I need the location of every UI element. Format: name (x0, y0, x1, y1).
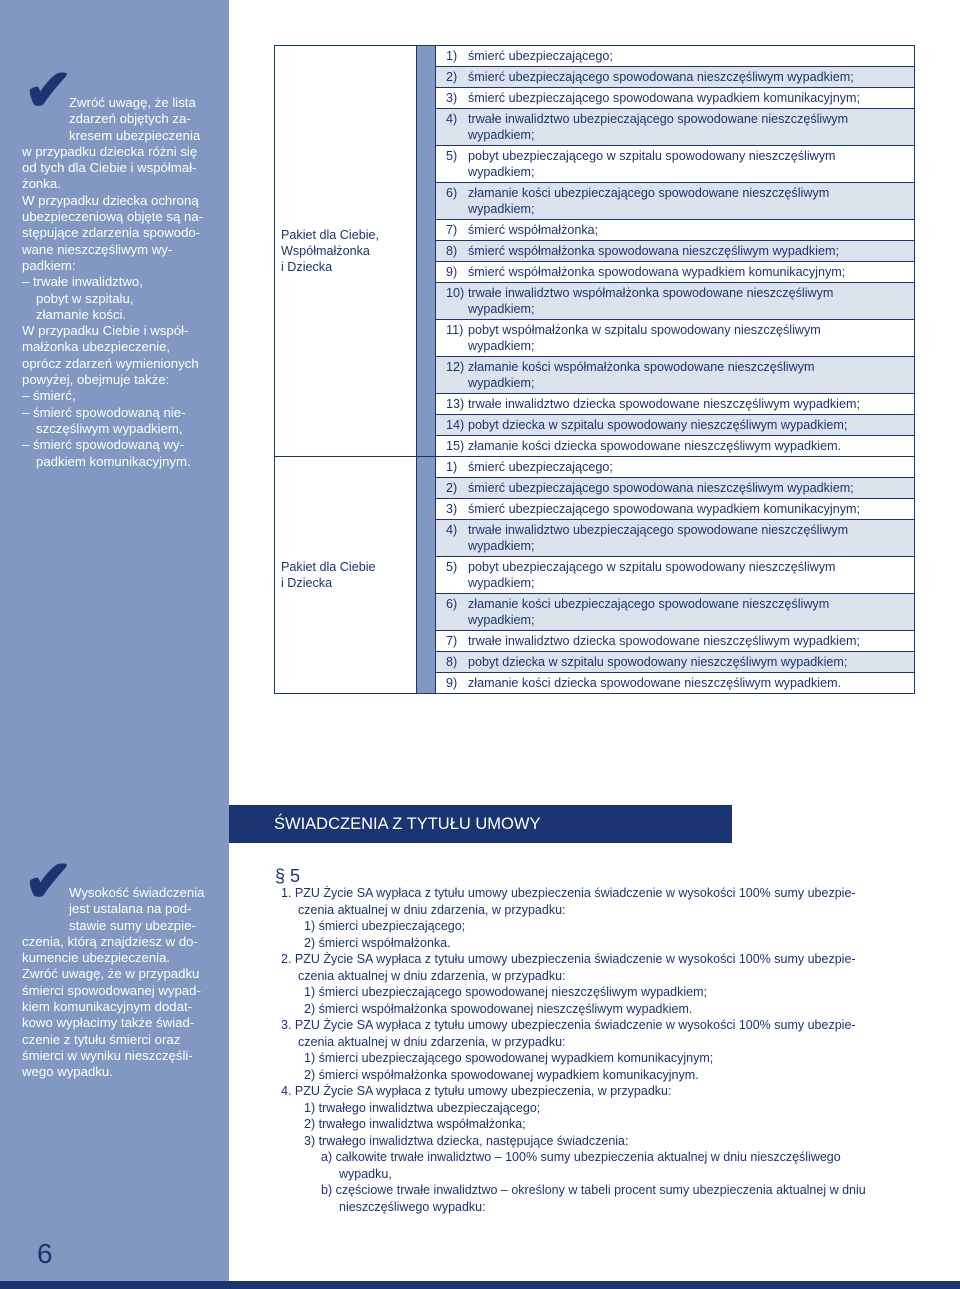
item-text: pobyt ubezpieczającego w szpitalu spowodowany nieszczęśliwym (468, 149, 836, 163)
body-line: 1) śmierci ubezpieczającego spowodowanej nieszczęśliwym wypadkiem; (304, 985, 707, 999)
item-text: trwałe inwalidztwo dziecka spowodowane nieszczęśliwym wypadkiem; (468, 397, 860, 411)
item-number: 2) (446, 481, 458, 495)
package-item (436, 673, 915, 694)
note-line: stępujące zdarzenia spowodo- (22, 225, 201, 241)
item-text: trwałe inwalidztwo ubezpieczającego spowodowane nieszczęśliwym (468, 523, 849, 537)
package-item (436, 415, 915, 436)
item-number: 9) (446, 676, 458, 690)
body-line: 1) śmierci ubezpieczającego; (304, 919, 466, 933)
package-item (436, 262, 915, 283)
note-line: pobyt w szpitalu, (36, 290, 134, 306)
item-text: wypadkiem; (468, 302, 535, 316)
item-text: wypadkiem; (468, 339, 535, 353)
item-number: 14) (446, 418, 465, 432)
package-color-bar (417, 457, 436, 694)
body-line: 3. PZU Życie SA wypłaca z tytułu umowy ubezpieczenia świadczenie w wysokości 100% sumy ubezpie- (281, 1018, 856, 1032)
package-item (436, 183, 915, 220)
note-line: śmierci w wyniku nieszczęśli- (22, 1047, 193, 1063)
package-item (436, 283, 915, 320)
package-color-bar (417, 46, 436, 457)
body-line: 2. PZU Życie SA wypłaca z tytułu umowy ubezpieczenia świadczenie w wysokości 100% sumy ubezpie- (281, 952, 856, 966)
page-number: 6 (37, 1238, 53, 1269)
section-header: ŚWIADCZENIA Z TYTUŁU UMOWY (229, 805, 732, 843)
item-number: 10) (446, 286, 465, 300)
package-name-line: Współmałżonka (281, 244, 370, 258)
item-text: wypadkiem; (468, 613, 535, 627)
package-item (436, 357, 915, 394)
body-line: czenia aktualnej w dniu zdarzenia, w przypadku: (298, 968, 566, 983)
note-line: w przypadku dziecka różni się (22, 143, 198, 159)
note-line: ubezpieczeniową objęte są na- (22, 209, 204, 225)
item-number: 8) (446, 655, 458, 669)
note-line: kiem komunikacyjnym dodat- (22, 999, 193, 1015)
paragraph-mark: § 5 (275, 866, 301, 886)
item-text: wypadkiem; (468, 202, 535, 216)
item-text: wypadkiem; (468, 376, 535, 390)
body-line: a) całkowite trwałe inwalidztwo – 100% sumy ubezpieczenia aktualnej w dniu nieszczęśliwego (321, 1150, 841, 1164)
note-line: powyżej, obejmuje także: (22, 372, 170, 388)
package-item (436, 557, 915, 594)
note-line: kumencie ubezpieczenia. (22, 950, 171, 966)
item-text: wypadkiem; (468, 576, 535, 590)
note-line: od tych dla Ciebie i współmał- (22, 160, 197, 176)
item-number: 12) (446, 360, 465, 374)
item-text: śmierć ubezpieczającego spowodowana wypadkiem komunikacyjnym; (468, 91, 860, 105)
package-item (436, 478, 915, 499)
item-text: wypadkiem; (468, 539, 535, 553)
item-text: złamanie kości współmałżonka spowodowane nieszczęśliwym (468, 360, 815, 374)
item-number: 15) (446, 439, 465, 453)
item-number: 13) (446, 397, 465, 411)
note-line: śmierci spowodowanej wypad- (22, 982, 201, 998)
package-name-line: i Dziecka (281, 260, 333, 274)
item-text: złamanie kości dziecka spowodowane nieszczęśliwym wypadkiem. (468, 439, 842, 453)
item-number: 1) (446, 49, 458, 63)
note-line: Zwróć uwagę, że w przypadku (22, 966, 200, 982)
note-line: – śmierć, (22, 388, 76, 404)
package-item (436, 520, 915, 557)
note-line: żonka. (22, 176, 61, 192)
item-text: trwałe inwalidztwo dziecka spowodowane nieszczęśliwym wypadkiem; (468, 634, 860, 648)
note-events (22, 95, 210, 470)
item-text: złamanie kości dziecka spowodowane nieszczęśliwym wypadkiem. (468, 676, 842, 690)
note-line: – trwałe inwalidztwo, (22, 274, 143, 290)
packages-table (274, 45, 915, 694)
package-item (436, 594, 915, 631)
note-line: kowo wypłacimy także świad- (22, 1015, 195, 1031)
package-item (436, 220, 915, 241)
checkmark-icon: ✔ (24, 849, 73, 914)
body-line: 4. PZU Życie SA wypłaca z tytułu umowy ubezpieczenia, w przypadku: (281, 1084, 672, 1098)
item-number: 3) (446, 502, 458, 516)
note-line: wego wypadku. (22, 1064, 113, 1080)
item-number: 4) (446, 112, 458, 126)
package-item (436, 109, 915, 146)
item-number: 6) (446, 186, 458, 200)
package-item (436, 46, 915, 67)
package-name (275, 457, 417, 694)
body-line: 2) śmierci współmałżonka spowodowanej wypadkiem komunikacyjnym. (304, 1067, 699, 1082)
body-line: 2) śmierci współmałżonka spowodowanej nieszczęśliwym wypadkiem. (304, 1001, 693, 1016)
item-text: złamanie kości ubezpieczającego spowodowane nieszczęśliwym (468, 186, 830, 200)
item-text: wypadkiem; (468, 165, 535, 179)
package-name-line: i Dziecka (281, 576, 333, 590)
item-number: 3) (446, 91, 458, 105)
bottom-strip (0, 1281, 960, 1289)
body-line: czenia aktualnej w dniu zdarzenia, w przypadku: (298, 902, 566, 917)
note-line: padkiem komunikacyjnym. (36, 453, 191, 469)
package-name (275, 46, 417, 457)
note-line: jest ustalana na pod- (69, 901, 192, 917)
package-item (436, 88, 915, 109)
note-line: – śmierć spowodowaną nie- (22, 404, 186, 420)
note-line: zdarzeń objętych za- (69, 111, 191, 127)
package-name-line: Pakiet dla Ciebie, (281, 228, 380, 242)
package-item (436, 499, 915, 520)
item-number: 7) (446, 634, 458, 648)
item-text: trwałe inwalidztwo współmałżonka spowodowane nieszczęśliwym (468, 286, 834, 300)
package-item (436, 457, 915, 478)
note-line: W przypadku dziecka ochroną (22, 192, 199, 208)
package-item (436, 631, 915, 652)
item-text: trwałe inwalidztwo ubezpieczającego spowodowane nieszczęśliwym (468, 112, 849, 126)
note-line: padkiem: (22, 257, 76, 273)
item-text: pobyt współmałżonka w szpitalu spowodowany nieszczęśliwym (468, 323, 821, 337)
item-text: wypadkiem; (468, 128, 535, 142)
item-number: 8) (446, 244, 458, 258)
note-benefit-amount (22, 885, 210, 1081)
item-number: 4) (446, 523, 458, 537)
item-number: 2) (446, 70, 458, 84)
table-row (275, 46, 915, 67)
item-number: 7) (446, 223, 458, 237)
item-text: pobyt dziecka w szpitalu spowodowany nieszczęśliwym wypadkiem; (468, 418, 848, 432)
item-text: śmierć ubezpieczającego; (468, 49, 613, 63)
item-text: śmierć ubezpieczającego spowodowana nieszczęśliwym wypadkiem; (468, 70, 854, 84)
note-line: stawie sumy ubezpie- (69, 917, 196, 933)
body-line: czenia aktualnej w dniu zdarzenia, w przypadku: (298, 1034, 566, 1049)
item-number: 1) (446, 460, 458, 474)
package-item (436, 67, 915, 88)
note-line: czenia, którą znajdziesz w do- (22, 933, 198, 949)
body-line: 3) trwałego inwalidztwa dziecka, następujące świadczenia: (304, 1133, 629, 1148)
item-text: śmierć ubezpieczającego; (468, 460, 613, 474)
note-line: złamanie kości. (36, 306, 127, 322)
item-text: pobyt dziecka w szpitalu spowodowany nieszczęśliwym wypadkiem; (468, 655, 848, 669)
note-line: oprócz zdarzeń wymienionych (22, 355, 199, 371)
package-item (436, 394, 915, 415)
item-text: śmierć współmałżonka spowodowana wypadkiem komunikacyjnym; (468, 265, 846, 279)
note-line: kresem ubezpieczenia (69, 127, 201, 143)
item-number: 11) (446, 323, 464, 337)
table-row (275, 457, 915, 478)
item-number: 5) (446, 149, 458, 163)
note-line: szczęśliwym wypadkiem, (36, 420, 183, 436)
package-item (436, 436, 915, 457)
package-item (436, 146, 915, 183)
note-line: czenie z tytułu śmierci oraz (22, 1031, 181, 1047)
note-line: Wysokość świadczenia (69, 885, 205, 900)
item-text: śmierć ubezpieczającego spowodowana nieszczęśliwym wypadkiem; (468, 481, 854, 495)
package-item (436, 320, 915, 357)
item-text: śmierć ubezpieczającego spowodowana wypadkiem komunikacyjnym; (468, 502, 860, 516)
note-line: – śmierć spowodowaną wy- (22, 437, 184, 453)
body-line: 1) śmierci ubezpieczającego spowodowanej wypadkiem komunikacyjnym; (304, 1051, 714, 1065)
body-line: 2) trwałego inwalidztwa współmałżonka; (304, 1117, 526, 1131)
checkmark-icon: ✔ (24, 58, 73, 123)
body-line: 1. PZU Życie SA wypłaca z tytułu umowy ubezpieczenia świadczenie w wysokości 100% sumy ubezpie- (281, 886, 856, 900)
note-line: W przypadku Ciebie i współ- (22, 323, 189, 339)
note-line: małżonka ubezpieczenie, (22, 339, 171, 355)
package-item (436, 241, 915, 262)
package-item (436, 652, 915, 673)
package-name-line: Pakiet dla Ciebie (281, 560, 376, 574)
body-line: 2) śmierci współmałżonka. (304, 935, 451, 950)
item-number: 5) (446, 560, 458, 574)
item-text: śmierć współmałżonka spowodowana nieszczęśliwym wypadkiem; (468, 244, 839, 258)
item-number: 6) (446, 597, 458, 611)
item-text: śmierć współmałżonka; (468, 223, 599, 237)
item-text: pobyt ubezpieczającego w szpitalu spowodowany nieszczęśliwym (468, 560, 836, 574)
note-line: Zwróć uwagę, że lista (69, 95, 196, 110)
item-text: złamanie kości ubezpieczającego spowodowane nieszczęśliwym (468, 597, 830, 611)
body-line: 1) trwałego inwalidztwa ubezpieczającego; (304, 1100, 541, 1115)
item-number: 9) (446, 265, 458, 279)
body-line: b) częściowe trwałe inwalidztwo – określony w tabeli procent sumy ubezpieczenia aktualnej w dniu (321, 1183, 866, 1197)
benefits-text (281, 885, 921, 1215)
body-line: wypadku, (339, 1166, 392, 1181)
note-line: wane nieszczęśliwym wy- (22, 241, 173, 257)
body-line: nieszczęśliwego wypadku: (339, 1199, 486, 1214)
